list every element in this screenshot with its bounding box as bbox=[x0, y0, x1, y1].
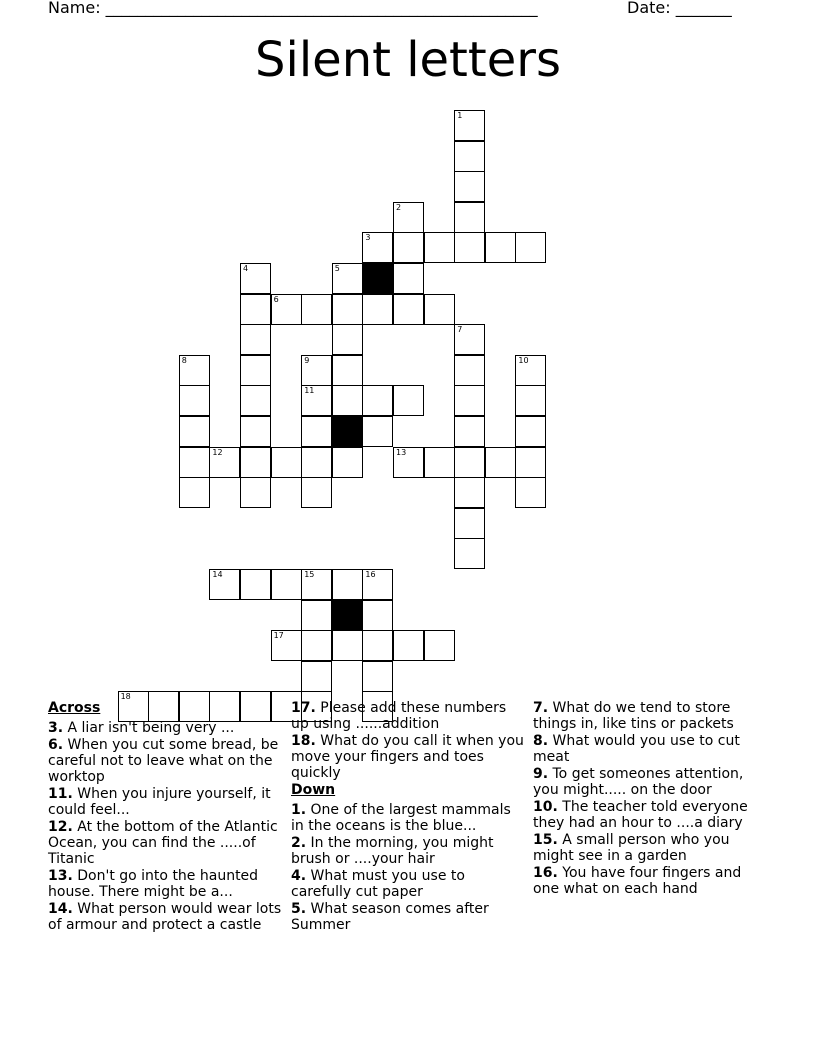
grid-cell[interactable] bbox=[485, 447, 516, 478]
down-clue-list-continued bbox=[533, 700, 769, 897]
clue-text: A liar isn't being very ... bbox=[63, 720, 235, 736]
grid-cell[interactable] bbox=[301, 294, 332, 325]
grid-cell[interactable] bbox=[454, 141, 485, 172]
clue-text: What do we tend to store things in, like tins or packets bbox=[533, 700, 734, 732]
grid-cell[interactable] bbox=[240, 569, 271, 600]
clue-number-label: 11. bbox=[48, 786, 73, 802]
clue-text: What season comes after Summer bbox=[291, 901, 489, 933]
grid-cell[interactable] bbox=[240, 385, 271, 416]
grid-cell[interactable] bbox=[362, 569, 393, 600]
clue-number: 18 bbox=[120, 692, 131, 702]
grid-cell[interactable] bbox=[301, 569, 332, 600]
grid-cell[interactable] bbox=[271, 630, 302, 661]
grid-cell[interactable] bbox=[454, 385, 485, 416]
clue-number: 12 bbox=[212, 447, 223, 457]
grid-cell[interactable] bbox=[362, 232, 393, 263]
clue-number: 17 bbox=[273, 631, 284, 641]
across-clue-list bbox=[48, 720, 284, 933]
clue-number: 1 bbox=[457, 111, 463, 120]
grid-cell[interactable] bbox=[301, 416, 332, 447]
clue-number-label: 15. bbox=[533, 832, 558, 848]
grid-cell[interactable] bbox=[424, 447, 455, 478]
clue-item bbox=[48, 720, 284, 736]
grid-cell[interactable] bbox=[271, 447, 302, 478]
grid-cell[interactable] bbox=[454, 416, 485, 447]
grid-cell[interactable] bbox=[515, 477, 546, 508]
clue-number: 13 bbox=[396, 447, 407, 457]
clue-number: 10 bbox=[518, 355, 529, 365]
grid-cell[interactable] bbox=[332, 630, 363, 661]
clue-number-label: 9. bbox=[533, 766, 549, 782]
grid-cell[interactable] bbox=[240, 477, 271, 508]
grid-cell[interactable] bbox=[301, 447, 332, 478]
clues-column-1 bbox=[48, 700, 284, 934]
grid-cell[interactable] bbox=[393, 232, 424, 263]
grid-cell[interactable] bbox=[209, 447, 240, 478]
grid-cell[interactable] bbox=[332, 263, 363, 294]
grid-cell[interactable] bbox=[301, 355, 332, 386]
grid-cell[interactable] bbox=[332, 355, 363, 386]
grid-cell[interactable] bbox=[515, 355, 546, 386]
grid-cell[interactable] bbox=[515, 385, 546, 416]
grid-cell[interactable] bbox=[454, 538, 485, 569]
clue-item bbox=[533, 733, 769, 765]
grid-cell[interactable] bbox=[424, 294, 455, 325]
clue-number-label: 12. bbox=[48, 819, 73, 835]
grid-cell[interactable] bbox=[301, 385, 332, 416]
grid-cell[interactable] bbox=[393, 294, 424, 325]
grid-cell[interactable] bbox=[393, 263, 424, 294]
across-clue-list-continued bbox=[291, 700, 527, 781]
grid-cell[interactable] bbox=[179, 385, 210, 416]
clue-item bbox=[48, 819, 284, 867]
down-clue-list bbox=[291, 802, 527, 933]
grid-cell[interactable] bbox=[240, 294, 271, 325]
clue-number-label: 16. bbox=[533, 865, 558, 881]
grid-cell[interactable] bbox=[301, 477, 332, 508]
grid-cell[interactable] bbox=[332, 385, 363, 416]
grid-cell[interactable] bbox=[301, 661, 332, 692]
grid-cell[interactable] bbox=[332, 324, 363, 355]
grid-cell[interactable] bbox=[424, 232, 455, 263]
clue-item bbox=[291, 802, 527, 834]
clue-number: 14 bbox=[212, 570, 223, 579]
clue-number-label: 17. bbox=[291, 700, 316, 716]
grid-cell[interactable] bbox=[271, 569, 302, 600]
clue-text: Don't go into the haunted house. There might be a... bbox=[48, 868, 259, 900]
grid-cell[interactable] bbox=[240, 416, 271, 447]
clue-item bbox=[291, 700, 527, 732]
grid-cell[interactable] bbox=[515, 232, 546, 263]
grid-cell[interactable] bbox=[240, 324, 271, 355]
grid-cell[interactable] bbox=[362, 294, 393, 325]
clue-number: 4 bbox=[243, 264, 249, 273]
grid-cell[interactable] bbox=[454, 477, 485, 508]
grid-cell[interactable] bbox=[209, 569, 240, 600]
grid-cell[interactable] bbox=[454, 324, 485, 355]
clue-item bbox=[533, 832, 769, 864]
grid-cell[interactable] bbox=[393, 630, 424, 661]
clue-text: What do you call it when you move your fingers and toes quickly bbox=[291, 733, 524, 781]
grid-cell[interactable] bbox=[454, 508, 485, 539]
clue-number: 3 bbox=[365, 233, 371, 243]
clue-number: 8 bbox=[181, 355, 187, 365]
grid-cell[interactable] bbox=[240, 263, 271, 294]
clue-number-label: 4. bbox=[291, 868, 307, 884]
clue-text: What person would wear lots of armour and protect a castle bbox=[48, 901, 282, 933]
blocked-cell bbox=[362, 263, 393, 294]
clue-number-label: 8. bbox=[533, 733, 549, 749]
grid-cell[interactable] bbox=[301, 630, 332, 661]
clue-text: You have four fingers and one what on each hand bbox=[533, 865, 742, 897]
grid-cell[interactable] bbox=[454, 110, 485, 141]
grid-cell[interactable] bbox=[454, 355, 485, 386]
clue-text: Please add these numbers up using ......addition bbox=[291, 700, 507, 732]
clue-number-label: 7. bbox=[533, 700, 549, 716]
clue-item bbox=[291, 868, 527, 900]
grid-cell[interactable] bbox=[454, 232, 485, 263]
clue-item bbox=[533, 766, 769, 798]
down-heading: Down bbox=[291, 782, 336, 798]
date-field-label: Date: _______ bbox=[627, 0, 732, 17]
clue-text: In the morning, you might brush or ....your hair bbox=[291, 835, 494, 867]
clue-number: 15 bbox=[304, 570, 315, 579]
clue-number: 7 bbox=[457, 325, 463, 335]
blocked-cell bbox=[332, 600, 363, 631]
clue-text: What must you use to carefully cut paper bbox=[291, 868, 465, 900]
grid-cell[interactable] bbox=[240, 447, 271, 478]
clue-number-label: 14. bbox=[48, 901, 73, 917]
clue-item bbox=[533, 865, 769, 897]
grid-cell[interactable] bbox=[240, 355, 271, 386]
clue-number-label: 6. bbox=[48, 737, 64, 753]
grid-cell[interactable] bbox=[393, 202, 424, 233]
grid-cell[interactable] bbox=[332, 447, 363, 478]
clue-number-label: 5. bbox=[291, 901, 307, 917]
clue-number: 16 bbox=[365, 570, 376, 579]
clue-number: 5 bbox=[334, 264, 340, 273]
grid-cell[interactable] bbox=[393, 385, 424, 416]
grid-cell[interactable] bbox=[179, 416, 210, 447]
clue-item bbox=[48, 786, 284, 818]
grid-cell[interactable] bbox=[454, 202, 485, 233]
clue-number-label: 1. bbox=[291, 802, 307, 818]
clue-text: The teacher told everyone they had an hour to ....a diary bbox=[533, 799, 748, 831]
clue-number: 11 bbox=[304, 386, 315, 396]
clue-text: When you injure yourself, it could feel... bbox=[48, 786, 271, 818]
grid-cell[interactable] bbox=[332, 294, 363, 325]
grid-cell[interactable] bbox=[362, 630, 393, 661]
clue-number: 6 bbox=[273, 294, 279, 304]
clue-text: At the bottom of the Atlantic Ocean, you can find the .....of Titanic bbox=[48, 819, 278, 867]
grid-cell[interactable] bbox=[362, 416, 393, 447]
clue-item bbox=[48, 737, 284, 785]
grid-cell[interactable] bbox=[179, 447, 210, 478]
clue-number: 9 bbox=[304, 355, 310, 365]
grid-cell[interactable] bbox=[362, 661, 393, 692]
clue-number-label: 10. bbox=[533, 799, 558, 815]
grid-cell[interactable] bbox=[362, 385, 393, 416]
clue-number-label: 18. bbox=[291, 733, 316, 749]
clues-column-2 bbox=[291, 700, 527, 934]
clues-column-3 bbox=[533, 700, 769, 898]
grid-cell[interactable] bbox=[515, 416, 546, 447]
grid-cell[interactable] bbox=[515, 447, 546, 478]
clue-item bbox=[291, 733, 527, 781]
clue-item bbox=[291, 901, 527, 933]
grid-cell[interactable] bbox=[332, 569, 363, 600]
clue-number-label: 3. bbox=[48, 720, 64, 736]
clue-item bbox=[533, 700, 769, 732]
clue-text: To get someones attention, you might..... on the door bbox=[533, 766, 744, 798]
clue-number-label: 13. bbox=[48, 868, 73, 884]
name-field-label: Name: ______________________________________________________ bbox=[48, 0, 538, 17]
clue-item bbox=[48, 901, 284, 933]
grid-cell[interactable] bbox=[179, 355, 210, 386]
clue-number: 2 bbox=[396, 202, 402, 212]
grid-cell[interactable] bbox=[271, 294, 302, 325]
clue-text: One of the largest mammals in the oceans is the blue... bbox=[291, 802, 511, 834]
grid-cell[interactable] bbox=[454, 171, 485, 202]
clue-item bbox=[533, 799, 769, 831]
grid-cell[interactable] bbox=[454, 447, 485, 478]
grid-cell[interactable] bbox=[301, 600, 332, 631]
clue-text: When you cut some bread, be careful not to leave what on the worktop bbox=[48, 737, 279, 785]
grid-cell[interactable] bbox=[362, 600, 393, 631]
across-heading: Across bbox=[48, 700, 101, 716]
clue-number-label: 2. bbox=[291, 835, 307, 851]
grid-cell[interactable] bbox=[393, 447, 424, 478]
grid-cell[interactable] bbox=[485, 232, 516, 263]
blocked-cell bbox=[332, 416, 363, 447]
grid-cell[interactable] bbox=[179, 477, 210, 508]
grid-cell[interactable] bbox=[424, 630, 455, 661]
clue-text: What would you use to cut meat bbox=[533, 733, 740, 765]
clue-item bbox=[48, 868, 284, 900]
page-title: Silent letters bbox=[255, 32, 561, 88]
clue-text: A small person who you might see in a garden bbox=[533, 832, 730, 864]
clue-item bbox=[291, 835, 527, 867]
